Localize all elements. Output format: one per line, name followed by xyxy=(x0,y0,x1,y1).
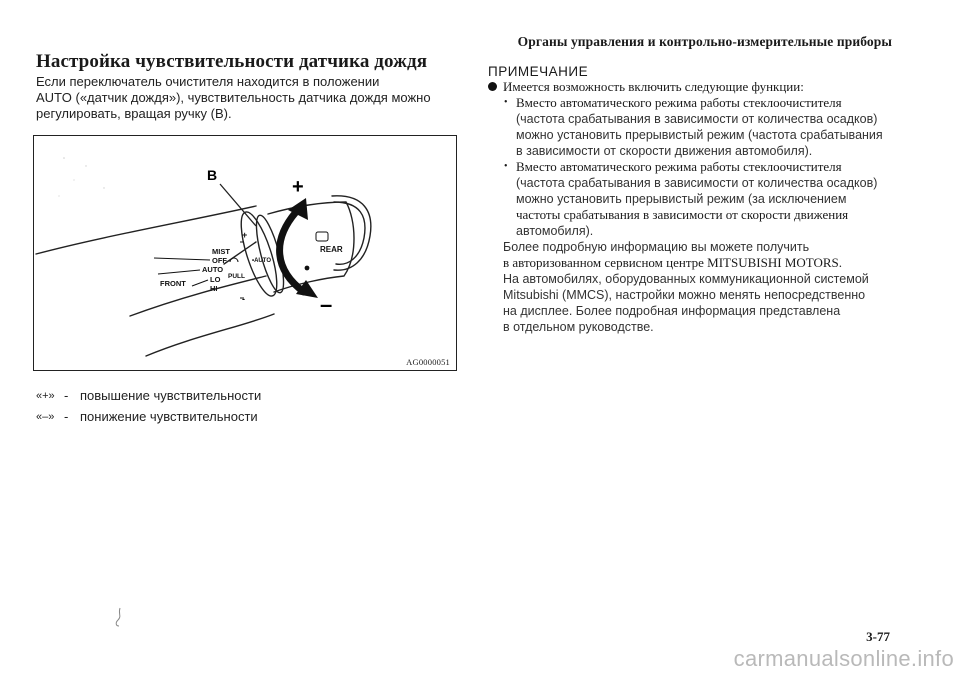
note-paragraph-line: на дисплее. Более подробная информация представлена xyxy=(503,304,841,318)
legend-text: понижение чувствительности xyxy=(80,409,258,424)
knob-auto-label: •AUTO xyxy=(252,258,271,264)
intro-line: Если переключатель очистителя находится в положении xyxy=(36,74,380,89)
rear-label: REAR xyxy=(320,245,343,254)
legend-symbol: «–» xyxy=(36,410,55,423)
collar-plus-mark: + xyxy=(242,230,248,240)
auto-label: AUTO xyxy=(202,265,224,274)
figure-code: AG0000051 xyxy=(406,357,450,367)
note-sub-bullet-line: можно установить прерывистый режим (частота срабатывания xyxy=(516,128,883,142)
rear-washer-icon xyxy=(316,232,328,241)
note-sub-bullet-line: (частота срабатывания в зависимости от количества осадков) xyxy=(516,176,878,190)
lo-label: LO xyxy=(210,275,221,284)
wiper-lever-figure xyxy=(33,135,457,371)
knob-dot xyxy=(305,266,310,271)
collar-minus-mark: - xyxy=(242,294,245,304)
note-paragraph-line: в авторизованном сервисном центре MITSUBISHI MOTORS. xyxy=(503,255,843,270)
note-paragraph-line: Более подробную информацию вы можете получить xyxy=(503,240,810,254)
wiper-lever-illustration xyxy=(34,136,456,370)
note-sub-bullet-line: автомобиля). xyxy=(516,224,594,238)
front-label: FRONT xyxy=(160,279,186,288)
mist-lead xyxy=(154,258,210,260)
watermark[interactable]: carmanualsonline.info xyxy=(733,646,954,671)
callout-b: B xyxy=(207,167,218,183)
mist-label: MIST xyxy=(212,247,230,256)
legend-row xyxy=(36,385,261,406)
figure-legend xyxy=(36,385,261,427)
note-paragraph-line: На автомобилях, оборудованных коммуникационной системой xyxy=(503,272,869,286)
lever-lower-edge xyxy=(130,276,266,316)
note-sub-bullet-line: в зависимости от скорости движения автомобиля). xyxy=(516,144,813,158)
page-number: 3-77 xyxy=(866,629,890,644)
auto-lead xyxy=(158,270,200,274)
plus-label: + xyxy=(292,176,304,198)
intro-paragraph xyxy=(36,74,466,122)
scan-noise xyxy=(58,157,104,196)
note-title: ПРИМЕЧАНИЕ xyxy=(488,64,589,79)
scan-artifact xyxy=(112,606,126,628)
legend-dash: - xyxy=(64,388,69,403)
intro-line: AUTO («датчик дождя»), чувствительность датчика дождя можно xyxy=(36,90,431,105)
note-body xyxy=(488,79,928,335)
note-paragraph-line: в отдельном руководстве. xyxy=(503,320,654,334)
note-sub-bullet-line: • Вместо автоматического режима работы стеклоочистителя xyxy=(488,95,928,111)
intro-line: регулировать, вращая ручку (B). xyxy=(36,106,232,121)
section-title: Настройка чувствительности датчика дождя xyxy=(36,51,428,72)
legend-row xyxy=(36,406,261,427)
note-sub-bullet-line: можно установить прерывистый режим (за исключением xyxy=(516,192,847,206)
callout-b-line xyxy=(220,184,256,226)
legend-text: повышение чувствительности xyxy=(80,388,262,403)
lever-bottom-line xyxy=(146,314,274,356)
hi-label: HI xyxy=(210,284,218,293)
pull-label: PULL xyxy=(228,273,245,280)
minus-label: – xyxy=(320,292,333,317)
running-head: Органы управления и контрольно-измерительные приборы xyxy=(517,34,892,49)
washer-icon xyxy=(230,258,238,262)
note-sub-bullet-line: частоты срабатывания в зависимости от скорости движения xyxy=(516,207,849,222)
note-paragraph-line: Mitsubishi (MMCS), настройки можно менять непосредственно xyxy=(503,288,866,302)
note-main-bullet: Имеется возможность включить следующие функции: xyxy=(488,79,928,95)
legend-dash: - xyxy=(64,409,69,424)
legend-symbol: «+» xyxy=(36,389,55,402)
note-sub-bullet-line: (частота срабатывания в зависимости от количества осадков) xyxy=(516,112,878,126)
front-lead xyxy=(192,280,208,286)
note-sub-bullet-line: • Вместо автоматического режима работы стеклоочистителя xyxy=(488,159,928,175)
off-label: OFF xyxy=(212,256,227,265)
